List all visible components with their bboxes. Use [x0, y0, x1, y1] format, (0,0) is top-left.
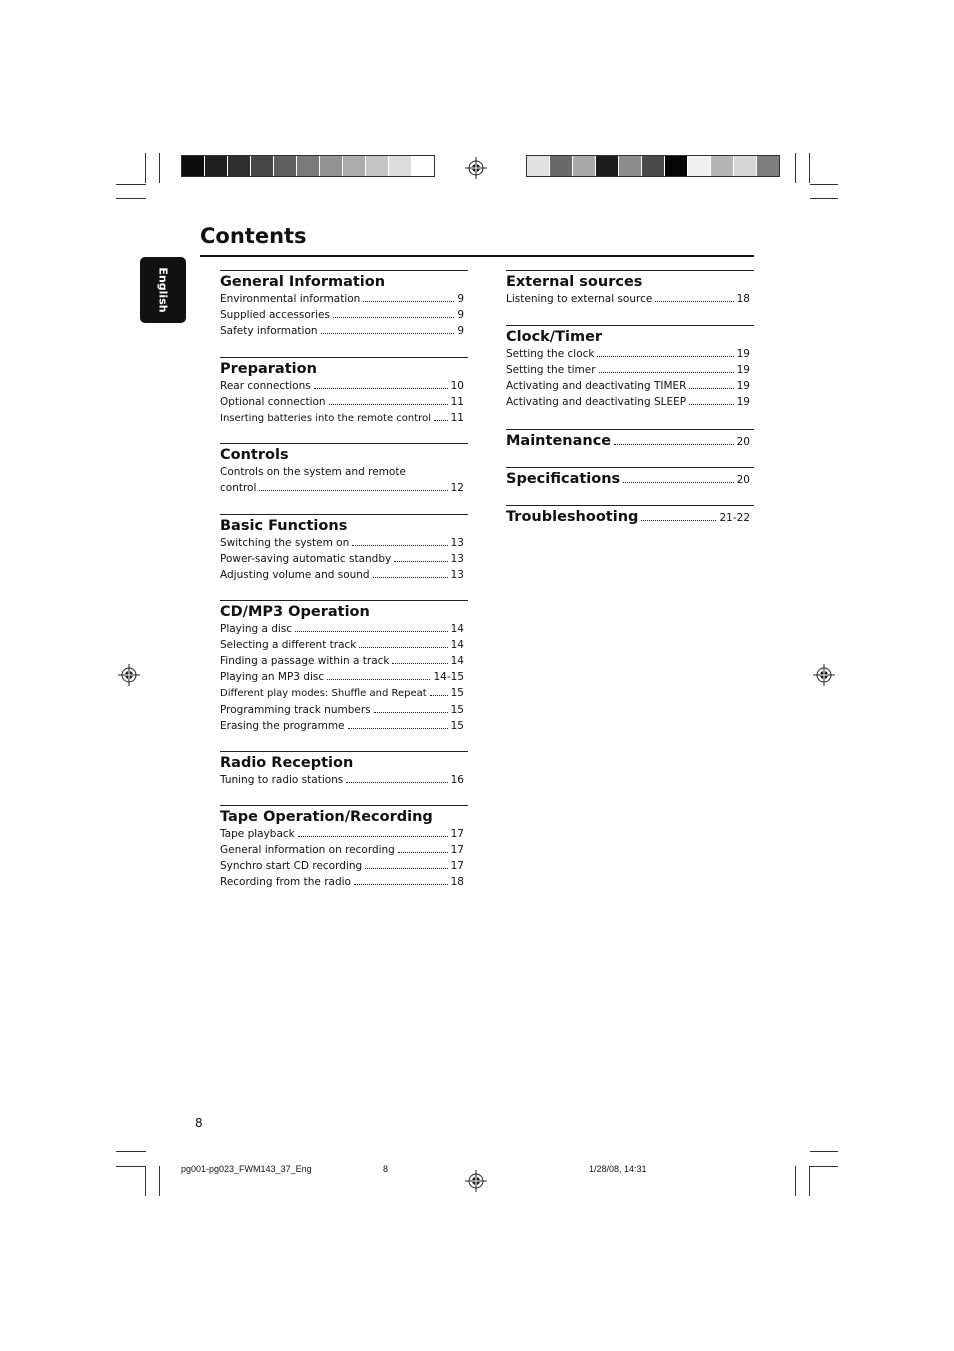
crop-mark [809, 153, 810, 183]
section-title: Clock/Timer [506, 329, 603, 345]
color-swatch [205, 156, 228, 176]
toc-section-maintenance[interactable] [506, 429, 754, 450]
color-swatch [642, 156, 665, 176]
toc-entry[interactable]: Inserting batteries into the remote control 11 [220, 412, 464, 424]
section-title: General Information [220, 274, 386, 290]
toc-section [220, 443, 468, 496]
toc-entry[interactable]: Activating and deactivating SLEEP 19 [506, 396, 750, 408]
color-swatch [734, 156, 757, 176]
toc-entry[interactable]: Different play modes: Shuffle and Repeat 15 [220, 687, 464, 699]
toc-section-troubleshooting[interactable] [506, 505, 754, 526]
color-swatch [757, 156, 779, 176]
toc-entry[interactable]: Switching the system on 13 [220, 537, 464, 549]
registration-mark-icon [465, 157, 487, 179]
toc-entry[interactable]: Tape playback 17 [220, 828, 464, 840]
color-calibration-bar-right [526, 155, 780, 177]
toc-entry[interactable]: Tuning to radio stations 16 [220, 774, 464, 786]
color-swatch [389, 156, 412, 176]
toc-entry[interactable]: Optional connection 11 [220, 396, 464, 408]
color-calibration-bar-left [181, 155, 435, 177]
registration-mark-icon [465, 1170, 487, 1192]
color-swatch [297, 156, 320, 176]
crop-mark [145, 153, 146, 183]
toc-entry[interactable]: Recording from the radio 18 [220, 876, 464, 888]
color-swatch [182, 156, 205, 176]
section-page: 20 [736, 474, 750, 486]
toc-section [220, 805, 468, 890]
color-swatch [366, 156, 389, 176]
section-title: Specifications [506, 471, 621, 487]
toc-entry[interactable]: Synchro start CD recording 17 [220, 860, 464, 872]
toc-entry[interactable]: Listening to external source 18 [506, 293, 750, 305]
language-tab-label: English [156, 267, 170, 313]
crop-mark [116, 184, 146, 185]
crop-mark [810, 198, 838, 199]
crop-mark [810, 1166, 838, 1167]
toc-entry[interactable]: Rear connections 10 [220, 380, 464, 392]
toc-section [220, 270, 468, 339]
footer-timestamp: 1/28/08, 14:31 [589, 1164, 647, 1174]
color-swatch [251, 156, 274, 176]
page-number: 8 [195, 1116, 203, 1130]
section-page: 20 [736, 436, 750, 448]
title-rule [200, 255, 754, 257]
toc-section [220, 751, 468, 788]
section-title: Tape Operation/Recording [220, 809, 433, 825]
section-title: External sources [506, 274, 643, 290]
color-swatch [343, 156, 366, 176]
toc-section-specifications[interactable] [506, 467, 754, 488]
toc-entry[interactable]: Environmental information 9 [220, 293, 464, 305]
toc-entry-line: Controls on the system and remote [220, 466, 406, 478]
color-swatch [688, 156, 711, 176]
toc-entry[interactable]: Setting the clock 19 [506, 348, 750, 360]
crop-mark [159, 1166, 160, 1196]
toc-section [220, 357, 468, 427]
toc-entry[interactable]: General information on recording 17 [220, 844, 464, 856]
toc-section [506, 325, 754, 410]
registration-mark-icon [118, 664, 140, 686]
color-swatch [619, 156, 642, 176]
section-title: Basic Functions [220, 518, 348, 534]
toc-entry[interactable]: Safety information 9 [220, 325, 464, 337]
footer-filename: pg001-pg023_FWM143_37_Eng [181, 1164, 312, 1174]
toc-entry[interactable]: Selecting a different track 14 [220, 639, 464, 651]
color-swatch [596, 156, 619, 176]
toc-section [220, 514, 468, 583]
color-swatch [274, 156, 297, 176]
toc-entry[interactable]: Adjusting volume and sound 13 [220, 569, 464, 581]
section-page: 21-22 [719, 512, 750, 524]
page-title: Contents [200, 224, 307, 248]
toc-entry[interactable]: Finding a passage within a track 14 [220, 655, 464, 667]
crop-mark [810, 1151, 838, 1152]
toc-entry[interactable]: Supplied accessories 9 [220, 309, 464, 321]
section-title: Radio Reception [220, 755, 354, 771]
toc-entry[interactable]: Erasing the programme 15 [220, 720, 464, 732]
toc-entry[interactable]: Programming track numbers 15 [220, 704, 464, 716]
section-title: Maintenance [506, 433, 612, 449]
crop-mark [159, 153, 160, 183]
color-swatch [665, 156, 688, 176]
color-swatch [228, 156, 251, 176]
color-swatch [320, 156, 343, 176]
crop-mark [145, 1166, 146, 1196]
crop-mark [795, 153, 796, 183]
toc-entry[interactable]: Playing a disc 14 [220, 623, 464, 635]
language-tab [140, 257, 186, 323]
crop-mark [810, 184, 838, 185]
toc-entry[interactable]: Power-saving automatic standby 13 [220, 553, 464, 565]
crop-mark [116, 1166, 146, 1167]
toc-entry[interactable]: Activating and deactivating TIMER 19 [506, 380, 750, 392]
footer-page: 8 [383, 1164, 389, 1174]
section-title: Controls [220, 447, 289, 463]
registration-mark-icon [813, 664, 835, 686]
toc-entry[interactable]: Playing an MP3 disc 14-15 [220, 671, 464, 683]
toc-entry[interactable]: control 12 [220, 482, 464, 494]
section-title: Preparation [220, 361, 317, 377]
toc-section [506, 270, 754, 307]
section-title: Troubleshooting [506, 509, 639, 525]
color-swatch [412, 156, 434, 176]
color-swatch [573, 156, 596, 176]
toc-section [220, 600, 468, 734]
section-title: CD/MP3 Operation [220, 604, 370, 620]
color-swatch [527, 156, 550, 176]
crop-mark [116, 1151, 146, 1152]
color-swatch [550, 156, 573, 176]
crop-mark [116, 198, 146, 199]
color-swatch [711, 156, 734, 176]
toc-entry[interactable]: Setting the timer 19 [506, 364, 750, 376]
crop-mark [809, 1166, 810, 1196]
crop-mark [795, 1166, 796, 1196]
